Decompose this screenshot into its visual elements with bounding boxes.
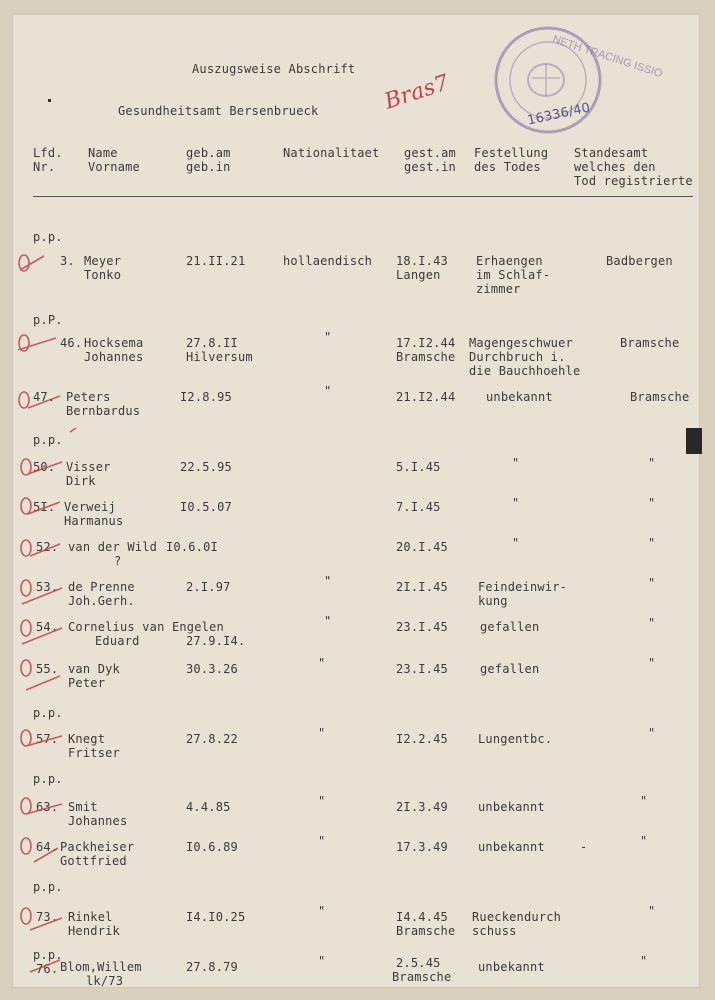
row-vorname: Peter: [68, 676, 106, 690]
col-gest-1: gest.am: [404, 146, 456, 160]
stamp-text: NETH TRACING ISSIO: [551, 33, 664, 81]
row-name: Meyer: [84, 254, 122, 268]
row-name: Verweij: [64, 500, 116, 514]
row-nr: 50.: [33, 460, 56, 474]
row-registry: ": [640, 834, 648, 848]
row-gest-am: 21.I2.44: [396, 390, 456, 404]
row-registry: ": [648, 536, 656, 550]
row-registry: ": [648, 726, 656, 740]
row-cause: gefallen: [480, 662, 540, 676]
row-cause: Feindeinwir-: [478, 580, 568, 594]
row-gest-am: 23.I.45: [396, 620, 448, 634]
row-nr: 54.: [36, 620, 59, 634]
col-fest-1: Festellung: [474, 146, 549, 160]
row-gest-in: Bramsche: [396, 350, 456, 364]
row-name: de Prenne: [68, 580, 135, 594]
col-name-1: Name: [88, 146, 118, 160]
row-cause: gefallen: [480, 620, 540, 634]
row-name: Knegt: [68, 732, 106, 746]
col-geb-2: geb.in: [186, 160, 231, 174]
row-cause: Erhaengen: [476, 254, 543, 268]
row-registry: ": [648, 616, 656, 630]
row-geb-am: 27.8.II: [186, 336, 238, 350]
row-name: Cornelius van Engelen: [68, 620, 224, 634]
row-registry: ": [648, 496, 656, 510]
row-geb-am: 27.8.22: [186, 732, 238, 746]
row-cause: unbekannt: [486, 390, 553, 404]
document-title: Auszugsweise Abschrift: [192, 62, 356, 76]
torn-edge: [686, 428, 702, 454]
row-gest-am: 17.3.49: [396, 840, 448, 854]
row-nr: 57.: [36, 732, 59, 746]
row-nationality: ": [318, 834, 326, 848]
col-nat: Nationalitaet: [283, 146, 380, 160]
row-vorname: Joh.Gerh.: [68, 594, 135, 608]
row-geb-am: 21.II.21: [186, 254, 246, 268]
row-nr: 63.: [36, 800, 59, 814]
row-name: Blom,Willem: [60, 960, 142, 974]
col-gest-2: gest.in: [404, 160, 456, 174]
row-vorname: ?: [114, 554, 122, 568]
row-nr: 47.: [33, 390, 56, 404]
row-cause: ": [512, 536, 520, 550]
row-nr: 5I.: [33, 500, 56, 514]
row-vorname: Eduard: [95, 634, 140, 648]
row-registry: ": [648, 904, 656, 918]
issuing-office: Gesundheitsamt Bersenbrueck: [118, 104, 319, 118]
row-name: van der Wild: [68, 540, 158, 554]
row-cause: unbekannt: [478, 840, 545, 854]
pencil-mark: Bras7: [381, 70, 453, 115]
row-name: Peters: [66, 390, 111, 404]
row-gest-am: 7.I.45: [396, 500, 441, 514]
pp-mark: p.p.: [33, 880, 63, 894]
row-gest-am: 2I.I.45: [396, 580, 448, 594]
row-nr: 64.: [36, 840, 59, 854]
row-cause: unbekannt: [478, 960, 545, 974]
row-gest-am: 23.I.45: [396, 662, 448, 676]
pp-mark: p.p.: [33, 706, 63, 720]
pp-mark: p.p.: [33, 230, 63, 244]
row-name: Rinkel: [68, 910, 113, 924]
row-vorname: lk/73: [86, 974, 124, 988]
row-vorname: Johannes: [84, 350, 144, 364]
row-gest-am: 20.I.45: [396, 540, 448, 554]
row-geb-am: I2.8.95: [180, 390, 232, 404]
row-nationality: ": [318, 904, 326, 918]
row-geb-am: I0.6.89: [186, 840, 238, 854]
row-name: Visser: [66, 460, 111, 474]
row-cause-extra: -: [580, 840, 588, 854]
row-nr: 55.: [36, 662, 59, 676]
col-name-2: Vorname: [88, 160, 140, 174]
row-cause: Magengeschwuer: [469, 336, 573, 350]
row-registry: Bramsche: [620, 336, 680, 350]
row-gest-am: 17.I2.44: [396, 336, 456, 350]
row-geb-am: 30.3.26: [186, 662, 238, 676]
col-stand-3: Tod registrierte: [574, 174, 693, 188]
row-cause: schuss: [472, 924, 517, 938]
row-gest-in: Langen: [396, 268, 441, 282]
row-name: Hocksema: [84, 336, 144, 350]
row-cause: Rueckendurch: [472, 910, 562, 924]
row-gest-am: I2.2.45: [396, 732, 448, 746]
row-nationality: hollaendisch: [283, 254, 373, 268]
row-registry: ": [648, 656, 656, 670]
row-geb-am: I0.6.0I: [166, 540, 218, 554]
row-nr: 53.: [36, 580, 59, 594]
row-vorname: Hendrik: [68, 924, 120, 938]
pp-mark: p.P.: [33, 313, 63, 327]
row-nr: 73.: [36, 910, 59, 924]
row-cause: kung: [478, 594, 508, 608]
row-cause: unbekannt: [478, 800, 545, 814]
row-registry: ": [648, 576, 656, 590]
row-geb-am: I0.5.07: [180, 500, 232, 514]
row-gest-am: 18.I.43: [396, 254, 448, 268]
row-nationality: ": [318, 726, 326, 740]
row-name: Smit: [68, 800, 98, 814]
row-gest-am: 2I.3.49: [396, 800, 448, 814]
row-geb-am: 2.I.97: [186, 580, 231, 594]
col-stand-1: Standesamt: [574, 146, 649, 160]
row-gest-am: 5.I.45: [396, 460, 441, 474]
row-geb-am: 22.5.95: [180, 460, 232, 474]
row-registry: ": [640, 794, 648, 808]
col-fest-2: des Todes: [474, 160, 541, 174]
row-cause: die Bauchhoehle: [469, 364, 581, 378]
row-registry: ": [648, 456, 656, 470]
row-cause: ": [512, 456, 520, 470]
row-nationality: ": [324, 384, 332, 398]
row-geb-am: I4.I0.25: [186, 910, 246, 924]
row-geb-am: 27.8.79: [186, 960, 238, 974]
row-nr: 52.: [36, 540, 59, 554]
row-gest-in: Bramsche: [392, 970, 452, 984]
row-cause: Durchbruch i.: [469, 350, 566, 364]
row-vorname: Dirk: [66, 474, 96, 488]
row-vorname: Harmanus: [64, 514, 124, 528]
row-nationality: ": [318, 954, 326, 968]
col-geb-1: geb.am: [186, 146, 231, 160]
row-geb-am: 4.4.85: [186, 800, 231, 814]
row-cause: Lungentbc.: [478, 732, 553, 746]
row-vorname: Bernbardus: [66, 404, 141, 418]
row-cause: zimmer: [476, 282, 521, 296]
row-nationality: ": [318, 656, 326, 670]
row-nationality: ": [318, 794, 326, 808]
col-lfd-2: Nr.: [33, 160, 56, 174]
row-registry: ": [640, 954, 648, 968]
row-cause: im Schlaf-: [476, 268, 551, 282]
row-name: Packheiser: [60, 840, 135, 854]
row-gest-am: I4.4.45: [396, 910, 448, 924]
row-vorname: Gottfried: [60, 854, 127, 868]
col-stand-2: welches den: [574, 160, 656, 174]
row-geb-in: Hilversum: [186, 350, 253, 364]
row-gest-in: Bramsche: [396, 924, 456, 938]
pp-mark: p.p.: [33, 948, 63, 962]
row-vorname: Fritser: [68, 746, 120, 760]
pp-mark: p.p.: [33, 772, 63, 786]
row-nationality: ": [324, 574, 332, 588]
pp-mark: p.p.: [33, 433, 63, 447]
row-vorname: Johannes: [68, 814, 128, 828]
stamp-number: 16336/40: [526, 100, 592, 129]
row-registry: Badbergen: [606, 254, 673, 268]
row-nationality: ": [324, 614, 332, 628]
row-name: van Dyk: [68, 662, 120, 676]
row-nationality: ": [324, 330, 332, 344]
row-cause: ": [512, 496, 520, 510]
row-geb-am: 27.9.I4.: [186, 634, 246, 648]
row-nr: 76.: [36, 962, 59, 976]
row-vorname: Tonko: [84, 268, 122, 282]
row-nr: 46.: [60, 336, 83, 350]
row-nr: 3.: [60, 254, 75, 268]
row-registry: Bramsche: [630, 390, 690, 404]
row-gest-am: 2.5.45: [396, 956, 441, 970]
col-lfd-1: Lfd.: [33, 146, 63, 160]
